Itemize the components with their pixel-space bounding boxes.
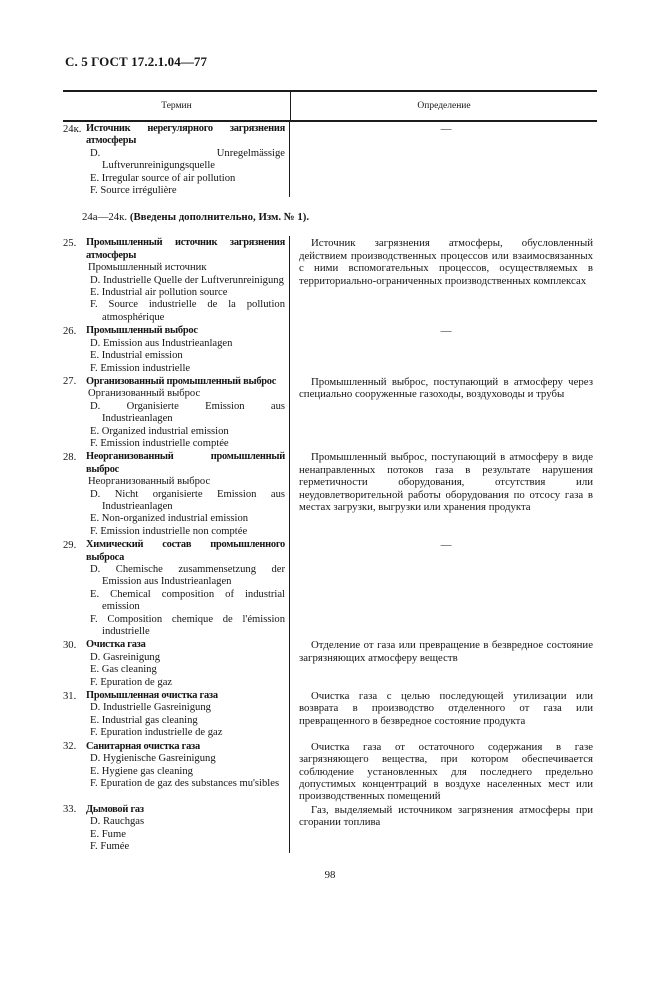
entry-row-24k	[63, 122, 597, 197]
term-translation-fr: F. Emission industrielle non comptée	[90, 525, 248, 537]
entry-number: 27.	[63, 376, 77, 388]
definition-dash: —	[440, 123, 452, 135]
entry-row-31	[63, 689, 597, 740]
term-cell	[63, 450, 290, 538]
term-cell	[63, 236, 290, 324]
term-translation-en: E. Chemical composition of industrial emission	[90, 588, 285, 613]
definition-text: Промышленный выброс, поступающий в атмосферу через специально сооруженные газоходы, воздуховоды и трубы	[299, 375, 593, 401]
definition-cell	[290, 324, 597, 375]
entry-row-26	[63, 324, 597, 375]
term-translation-fr: F. Epuration de gaz	[90, 676, 173, 688]
table-body	[63, 122, 597, 197]
page-number: 98	[324, 869, 336, 882]
definition-text: Очистка газа с целью последующей утилизации или возврата в производство отделенного от газа или превращенного в безвредное состояние продукта	[299, 690, 593, 727]
entry-number: 24к.	[63, 123, 82, 135]
term-translation-de: D. Industrielle Quelle der Luftverunreinigung	[90, 274, 284, 286]
table-body-continued	[63, 236, 597, 853]
term-translation-en: E. Non-organized industrial emission	[90, 513, 249, 525]
entry-row-28	[63, 450, 597, 538]
term-translation-en: E. Industrial air pollution source	[90, 287, 228, 299]
entry-number: 31.	[63, 690, 77, 702]
term-cell	[63, 638, 290, 689]
term-translation-de: D. Unregelmässige Luftverunreinigungsquelle	[90, 147, 285, 172]
entry-row-30	[63, 638, 597, 689]
term-cell	[63, 375, 290, 450]
term-title: Дымовой газ	[86, 803, 144, 815]
entry-number: 30.	[63, 639, 77, 651]
term-translation-en: E. Industrial emission	[90, 350, 183, 362]
definition-dash: —	[440, 539, 452, 552]
term-translation-en: E. Organized industrial emission	[90, 425, 229, 437]
term-translation-de: D. Chemische zusammensetzung der Emission aus Industrieanlagen	[90, 564, 285, 588]
definition-cell	[290, 803, 597, 854]
definition-cell	[290, 538, 597, 638]
definition-cell	[290, 689, 597, 740]
definition-cell	[290, 740, 597, 803]
terms-table	[63, 90, 597, 881]
term-translation-de: D. Nicht organisierte Emission aus Industrieanlagen	[90, 488, 285, 512]
definition-text: Газ, выделяемый источником загрязнения атмосферы при сгорании топлива	[299, 803, 593, 829]
definition-cell	[290, 638, 597, 689]
definition-text: Промышленный выброс, поступающий в атмосферу в виде ненаправленных потоков газа в результате нарушения герметичности оборудования, отсутствия или неудовлетворительной работы оборудования по отсосу газа в местах загрузки, выгрузки или хранения продукта	[299, 451, 593, 513]
term-translation-de: D. Emission aus Industrieanlagen	[90, 337, 233, 349]
term-title: Санитарная очистка газа	[86, 740, 200, 752]
term-cell	[63, 740, 290, 803]
term-translation-en: E. Fume	[90, 828, 126, 840]
entry-row-27	[63, 375, 597, 450]
term-cell	[63, 689, 290, 740]
term-translation-en: E. Gas cleaning	[90, 664, 157, 676]
entry-number: 32.	[63, 741, 77, 753]
term-title: Промышленный выброс	[86, 325, 198, 337]
entry-number: 25.	[63, 237, 77, 249]
amendment-note-range: 24а—24к.	[82, 211, 128, 224]
amendment-note-text: (Введены дополнительно, Изм. № 1).	[129, 211, 310, 224]
entry-number: 26.	[63, 325, 77, 337]
definition-cell	[290, 450, 597, 538]
definition-text: Источник загрязнения атмосферы, обусловленный действием производственных процессов или взаимосвязанных с ними вспомогательных процессов, осуществляемых в территориально-ограниченных производственных комплексах	[299, 237, 593, 287]
term-cell	[63, 538, 290, 638]
term-translation-fr: F. Source industrielle de la pollution atmosphérique	[90, 299, 285, 323]
amendment-note	[82, 211, 597, 223]
term-title: Источник нерегулярного загрязнения атмосферы	[86, 123, 285, 147]
entry-number: 33.	[63, 804, 77, 816]
definition-text: Очистка газа от остаточного содержания в газе загрязняющего вещества, при котором обеспечивается соблюдение установленных для последнего предельно допустимых концентраций в воздухе населенных мест или производственных помещений	[299, 740, 593, 803]
term-translation-fr: F. Emission industrielle comptée	[90, 437, 229, 449]
term-translation-en: E. Industrial gas cleaning	[90, 714, 198, 726]
term-translation-de: D. Rauchgas	[90, 816, 145, 828]
entry-number: 29.	[63, 539, 77, 551]
term-translation-fr: F. Epuration de gaz des substances mu'sibles	[90, 777, 280, 789]
term-title: Очистка газа	[86, 639, 146, 651]
entry-number: 28.	[63, 451, 77, 463]
term-translation-de: D. Gasreinigung	[90, 651, 161, 663]
entry-row-32	[63, 740, 597, 803]
definition-cell	[290, 122, 597, 197]
term-translation-fr: F. Fumée	[90, 840, 130, 852]
definition-dash: —	[440, 325, 452, 338]
term-translation-en: E. Irregular source of air pollution	[90, 172, 236, 184]
definition-cell	[290, 375, 597, 450]
term-translation-fr: F. Source irrégulière	[90, 185, 177, 197]
term-title: Химический состав промышленного выброса	[86, 539, 285, 563]
term-synonym: Неорганизованный выброс	[88, 476, 211, 488]
entry-row-29	[63, 538, 597, 638]
term-translation-fr: F. Epuration industrielle de gaz	[90, 727, 223, 739]
term-cell	[63, 803, 290, 854]
term-title: Неорганизованный промышленный выброс	[86, 451, 285, 475]
definition-text: Отделение от газа или превращение в безвредное состояние загрязняющих атмосферу веществ	[299, 639, 593, 664]
document-header: С. 5 ГОСТ 17.2.1.04—77	[65, 54, 208, 69]
definition-cell	[290, 236, 597, 324]
term-cell	[63, 324, 290, 375]
term-cell	[63, 122, 290, 197]
term-translation-fr: F. Composition chemique de l'émission industrielle	[90, 613, 285, 638]
table-header-row	[63, 90, 597, 122]
term-translation-de: D. Organisierte Emission aus Industrieanlagen	[90, 400, 285, 425]
term-title: Промышленная очистка газа	[86, 690, 218, 702]
column-header-term: Термин	[63, 92, 291, 120]
term-translation-de: D. Hygienische Gasreinigung	[90, 753, 216, 765]
term-translation-de: D. Industrielle Gasreinigung	[90, 702, 211, 714]
term-title: Организованный промышленный выброс	[86, 375, 277, 387]
entry-row-33	[63, 803, 597, 854]
term-synonym: Организованный выброс	[88, 388, 201, 400]
entry-row-25	[63, 236, 597, 324]
term-translation-en: E. Hygiene gas cleaning	[90, 765, 193, 777]
term-translation-fr: F. Emission industrielle	[90, 362, 191, 374]
term-synonym: Промышленный источник	[88, 262, 207, 274]
term-title: Промышленный источник загрязнения атмосферы	[86, 237, 285, 261]
column-header-definition: Определение	[417, 101, 471, 111]
